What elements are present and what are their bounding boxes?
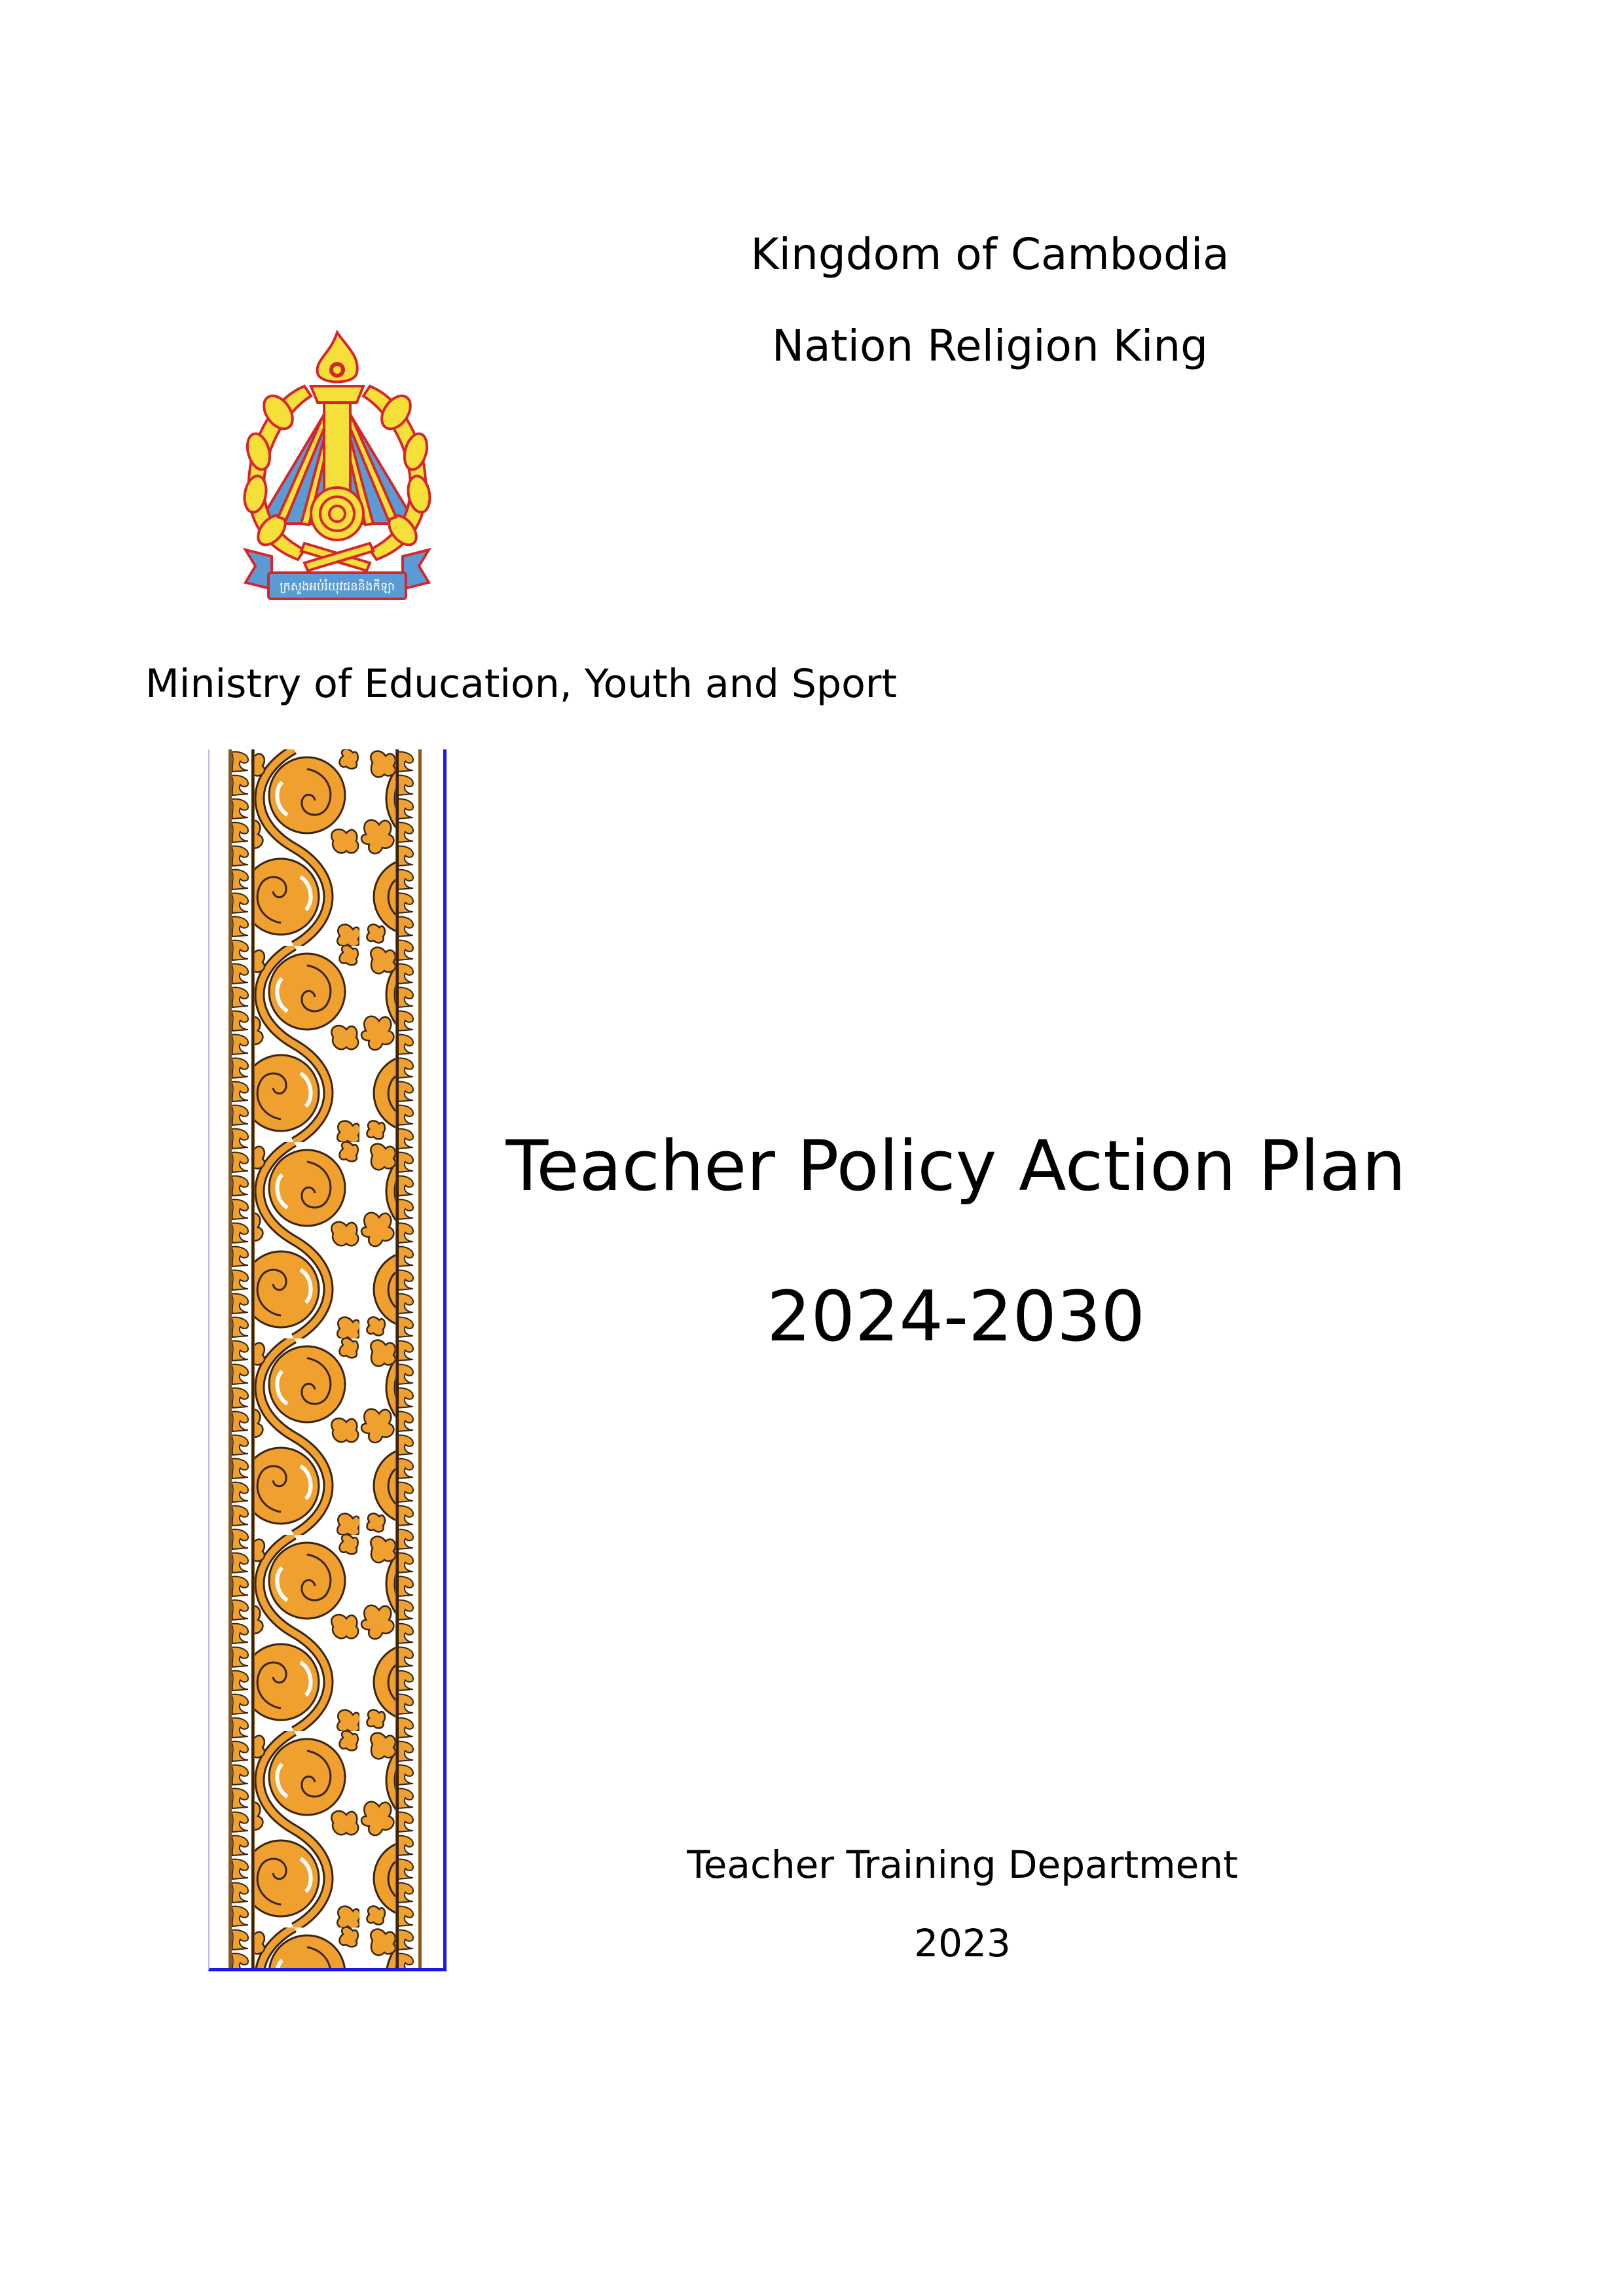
- document-period: 2024-2030: [767, 1276, 1145, 1357]
- national-motto: Nation Religion King: [771, 321, 1209, 371]
- country-name: Kingdom of Cambodia: [750, 229, 1230, 279]
- emblem-banner-text: ក្រសួងអប់រំយុវជននិងកីឡា: [280, 580, 395, 594]
- publication-year: 2023: [914, 1921, 1011, 1965]
- department-name: Teacher Training Department: [687, 1842, 1238, 1887]
- khmer-floral-border-icon: [228, 749, 422, 1968]
- document-title: Teacher Policy Action Plan: [505, 1126, 1406, 1206]
- ministry-emblem-icon: [232, 327, 442, 605]
- ministry-name: Ministry of Education, Youth and Sport: [145, 661, 897, 707]
